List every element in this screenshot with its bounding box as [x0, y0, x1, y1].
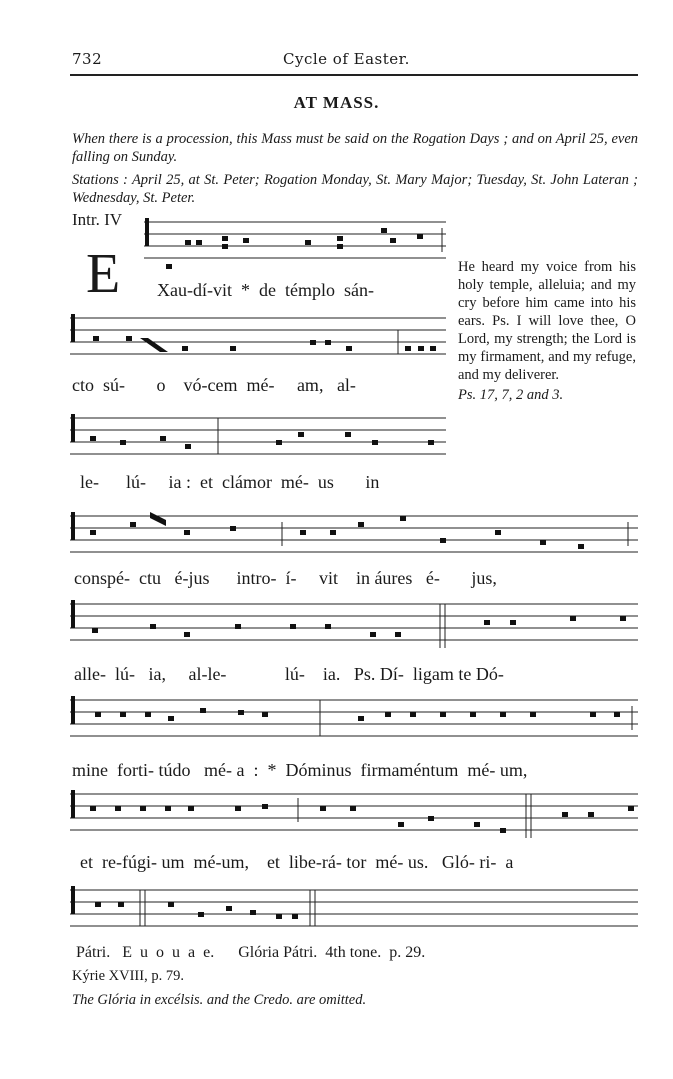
staff-1: [144, 218, 446, 269]
running-title: Cycle of Easter.: [283, 50, 410, 68]
omitted-note: The Glória in excélsis. and the Credo. are omitted.: [72, 992, 367, 1008]
section-title: AT MASS.: [293, 93, 380, 112]
lyric-line-7: et re-fúgi- um mé-um, et libe-rá- tor mé- us. Gló- ri- a: [80, 852, 514, 872]
introit-label: Intr. IV: [72, 210, 123, 229]
lyric-line-1: Xau-dí-vit * de témplo sán-: [157, 280, 374, 300]
lyric-line-6: mine forti- túdo mé- a : * Dóminus firmaméntum mé- um,: [72, 760, 528, 780]
lyric-line-2: cto sú- o vó-cem mé- am, al-: [72, 375, 356, 395]
translation-text: He heard my voice from his holy temple, alleluia; and my cry before him came into his ears. Ps. I will love thee, O Lord, my strength; the Lord is my firmament, and my refuge, and my deliverer.: [458, 259, 636, 383]
staff-8: [70, 886, 638, 926]
stations-note: Stations : April 25, at St. Peter; Rogation Monday, St. Mary Major; Tuesday, St. John Lateran ; Wednesday, St. Peter.: [72, 172, 638, 206]
staff-2: [70, 314, 446, 354]
procession-note: When there is a procession, this Mass must be said on the Rogation Days ; and on April 25, even falling on Sunday.: [72, 131, 638, 165]
drop-initial: E: [86, 243, 121, 305]
staff-3: [70, 414, 446, 454]
lyric-line-8: Pátri. E u o u a e. Glória Pátri. 4th tone. p. 29.: [76, 944, 426, 961]
page-number: 732: [72, 50, 103, 68]
staff-5: [70, 600, 638, 648]
psalm-reference: Ps. 17, 7, 2 and 3.: [458, 387, 564, 403]
staff-6: [70, 696, 638, 736]
staff-7: [70, 790, 638, 838]
lyric-line-4: conspé- ctu é-jus intro- í- vit in áures é- jus,: [74, 568, 497, 588]
kyrie-note: Kýrie XVIII, p. 79.: [72, 968, 184, 984]
lyric-line-5: alle- lú- ia, al-le- lú- ia. Ps. Dí- ligam te Dó-: [74, 664, 504, 684]
staff-4: [70, 512, 638, 552]
lyric-line-3: le- lú- ia : et clámor mé- us in: [80, 472, 380, 492]
